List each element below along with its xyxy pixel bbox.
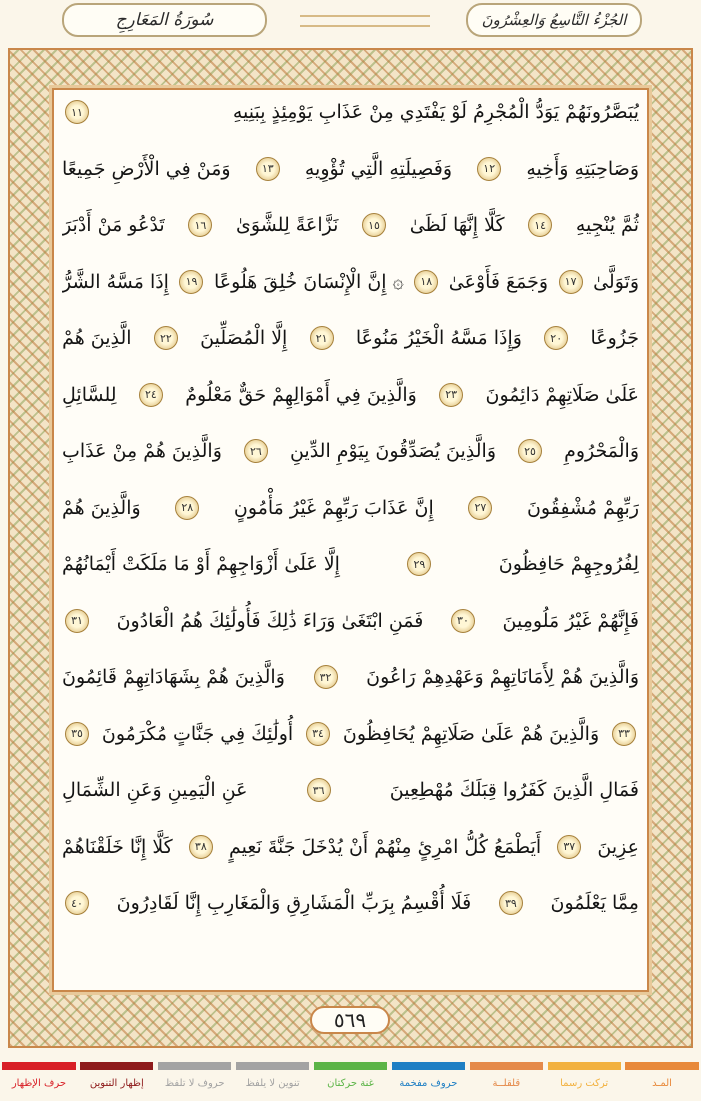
text-line [62,536,639,593]
verse-text: إِلَّا عَلَىٰ أَزْوَاجِهِمْ أَوْ مَا مَلَكَتْ أَيْمَانُهُمْ [62,553,340,576]
verse-text: إِلَّا الْمُصَلِّينَ [200,327,288,350]
verse-text: كَلَّا إِنَّهَا لَظَىٰ [409,214,505,237]
verse-text: وَالَّذِينَ هُمْ بِشَهَادَاتِهِمْ قَائِمُونَ [62,666,285,689]
verse-text: وَالَّذِينَ هُمْ عَلَىٰ صَلَاتِهِمْ يُحَافِظُونَ [342,722,600,745]
legend-color-bar [80,1062,153,1070]
quran-text-lines [62,84,639,984]
legend-label: تركت رسما [560,1078,609,1089]
verse-text: إِنَّ عَذَابَ رَبِّهِمْ غَيْرُ مَأْمُونٍ [233,496,434,519]
legend-color-bar [470,1062,543,1070]
legend-label: المـد [652,1078,672,1089]
text-line [62,423,639,480]
legend-item [234,1062,312,1101]
legend-color-bar [548,1062,621,1070]
verse-text: وَجَمَعَ فَأَوْعَىٰ [448,270,549,293]
ayah-number-marker: ٣٥ [65,722,89,746]
legend-item [312,1062,390,1101]
header-ornament [300,15,430,27]
ayah-number-marker: ٢٩ [407,552,431,576]
ayah-number-marker: ٢٨ [175,496,199,520]
ayah-number-marker: ٣٦ [307,778,331,802]
ayah-number-marker: ١٨ [414,270,438,294]
legend-color-bar [236,1062,309,1070]
legend-item [0,1062,78,1101]
ayah-number-marker: ٢٣ [439,383,463,407]
ayah-number-marker: ٣٢ [314,665,338,689]
legend-label: قلقلــة [492,1078,521,1089]
legend-item [545,1062,623,1101]
verse-text: وَالَّذِينَ هُمْ مِنْ عَذَابِ [62,440,222,463]
verse-text: ۞ إِنَّ الْإِنْسَانَ خُلِقَ هَلُوعًا [214,270,404,293]
verse-text: لِفُرُوجِهِمْ حَافِظُونَ [498,553,639,576]
ayah-number-marker: ٢٥ [518,439,542,463]
verse-text: وَالْمَحْرُومِ [564,440,639,463]
ayah-number-marker: ٢٦ [244,439,268,463]
verse-text: وَصَاحِبَتِهِ وَأَخِيهِ [526,157,639,180]
juz-name: الجُزْءُ التَّاسِعُ وَالعِشْرُونَ [481,11,627,29]
legend-item [389,1062,467,1101]
verse-text: مِمَّا يَعْلَمُونَ [550,892,639,915]
verse-text: وَالَّذِينَ هُمْ [62,496,141,519]
ayah-number-marker: ١٢ [477,157,501,181]
text-line [62,649,639,706]
ayah-number-marker: ٤٠ [65,891,89,915]
verse-text: رَبِّهِمْ مُشْفِقُونَ [526,496,639,519]
page-number: ٥٦٩ [333,1008,367,1032]
verse-text: إِذَا مَسَّهُ الشَّرُّ [62,270,169,293]
legend-item [467,1062,545,1101]
verse-text: فَإِنَّهُمْ غَيْرُ مَلُومِينَ [502,609,639,632]
ayah-number-marker: ٣١ [65,609,89,633]
legend-item [623,1062,701,1101]
legend-color-bar [392,1062,465,1070]
text-line [62,706,639,763]
verse-text: عَلَىٰ صَلَاتِهِمْ دَائِمُونَ [485,383,639,406]
verse-text: وَتَوَلَّىٰ [593,270,639,293]
ayah-number-marker: ٢٠ [544,326,568,350]
verse-text: وَفَصِيلَتِهِ الَّتِي تُؤْوِيهِ [304,157,453,180]
text-line [62,197,639,254]
ayah-number-marker: ٣٣ [612,722,636,746]
verse-text: يُبَصَّرُونَهُمْ يَوَدُّ الْمُجْرِمُ لَوْ يَفْتَدِي مِنْ عَذَابِ يَوْمِئِذٍ بِبَنِيهِ [232,101,639,124]
ayah-number-marker: ١٦ [188,213,212,237]
ayah-number-marker: ١٤ [528,213,552,237]
text-line [62,875,639,932]
text-line [62,310,639,367]
ayah-number-marker: ٣٩ [499,891,523,915]
juz-name-box [466,3,642,37]
ayah-number-marker: ٣٧ [557,835,581,859]
page-header [0,0,701,44]
text-line [62,367,639,424]
ayah-number-marker: ٢٤ [139,383,163,407]
text-line [62,593,639,650]
text-line [62,84,639,141]
verse-text: أُولَٰئِكَ فِي جَنَّاتٍ مُكْرَمُونَ [101,722,294,745]
ayah-number-marker: ٣٨ [189,835,213,859]
ayah-number-marker: ٢٢ [154,326,178,350]
text-line [62,819,639,876]
verse-text: وَالَّذِينَ يُصَدِّقُونَ بِيَوْمِ الدِّينِ [289,440,497,463]
verse-text: وَمَنْ فِي الْأَرْضِ جَمِيعًا [62,157,231,180]
surah-name-box [62,3,267,37]
ayah-number-marker: ٣٤ [306,722,330,746]
legend-item [78,1062,156,1101]
legend-label: حروف لا تلفظ [164,1078,225,1089]
legend-label: غنة حركتان [327,1078,374,1089]
ayah-number-marker: ٢١ [310,326,334,350]
text-line [62,254,639,311]
verse-text: وَالَّذِينَ هُمْ لِأَمَانَاتِهِمْ وَعَهْدِهِمْ رَاعُونَ [366,666,639,689]
verse-text: ثُمَّ يُنْجِيهِ [575,214,639,237]
verse-text: وَإِذَا مَسَّهُ الْخَيْرُ مَنُوعًا [355,327,522,350]
verse-text: كَلَّا إِنَّا خَلَقْنَاهُمْ [62,835,173,858]
legend-label: إظهار التنوين [89,1078,144,1089]
ayah-number-marker: ١١ [65,100,89,124]
verse-text: جَزُوعًا [590,327,639,350]
page-number-box [310,1006,390,1034]
verse-text: الَّذِينَ هُمْ [62,327,132,350]
ayah-number-marker: ١٥ [362,213,386,237]
ayah-number-marker: ١٩ [179,270,203,294]
verse-text: عَنِ الْيَمِينِ وَعَنِ الشِّمَالِ [62,779,248,802]
legend-label: حروف مفخمة [399,1078,458,1089]
verse-text: عِزِينَ [597,835,639,858]
ayah-number-marker: ١٣ [256,157,280,181]
verse-text: فَمَالِ الَّذِينَ كَفَرُوا قِبَلَكَ مُهْطِعِينَ [389,779,639,802]
ayah-number-marker: ٢٧ [468,496,492,520]
legend-item [156,1062,234,1101]
legend-color-bar [625,1062,698,1070]
ayah-number-marker: ٣٠ [451,609,475,633]
verse-text: تَدْعُو مَنْ أَدْبَرَ [62,214,165,237]
verse-text: فَمَنِ ابْتَغَىٰ وَرَاءَ ذَٰلِكَ فَأُولَٰئِكَ هُمُ الْعَادُونَ [116,609,424,632]
text-line [62,141,639,198]
legend-color-bar [314,1062,387,1070]
verse-text: فَلَا أُقْسِمُ بِرَبِّ الْمَشَارِقِ وَالْمَغَارِبِ إِنَّا لَقَادِرُونَ [116,892,472,915]
verse-text: لِلسَّائِلِ [62,383,117,406]
ayah-number-marker: ١٧ [559,270,583,294]
verse-text: نَزَّاعَةً لِلشَّوَىٰ [236,214,339,237]
legend-label: تنوين لا يلفظ [245,1078,300,1089]
verse-text: وَالَّذِينَ فِي أَمْوَالِهِمْ حَقٌّ مَعْلُومٌ [185,383,417,406]
text-line [62,480,639,537]
legend-label: حرف الإظهار [11,1078,67,1089]
legend-color-bar [158,1062,231,1070]
legend-color-bar [2,1062,75,1070]
text-line [62,762,639,819]
tajweed-color-legend [0,1062,701,1101]
surah-name: سُورَةُ المَعَارِجِ [115,10,214,30]
verse-text: أَيَطْمَعُ كُلُّ امْرِئٍ مِنْهُمْ أَنْ يُدْخَلَ جَنَّةَ نَعِيمٍ [228,835,542,858]
